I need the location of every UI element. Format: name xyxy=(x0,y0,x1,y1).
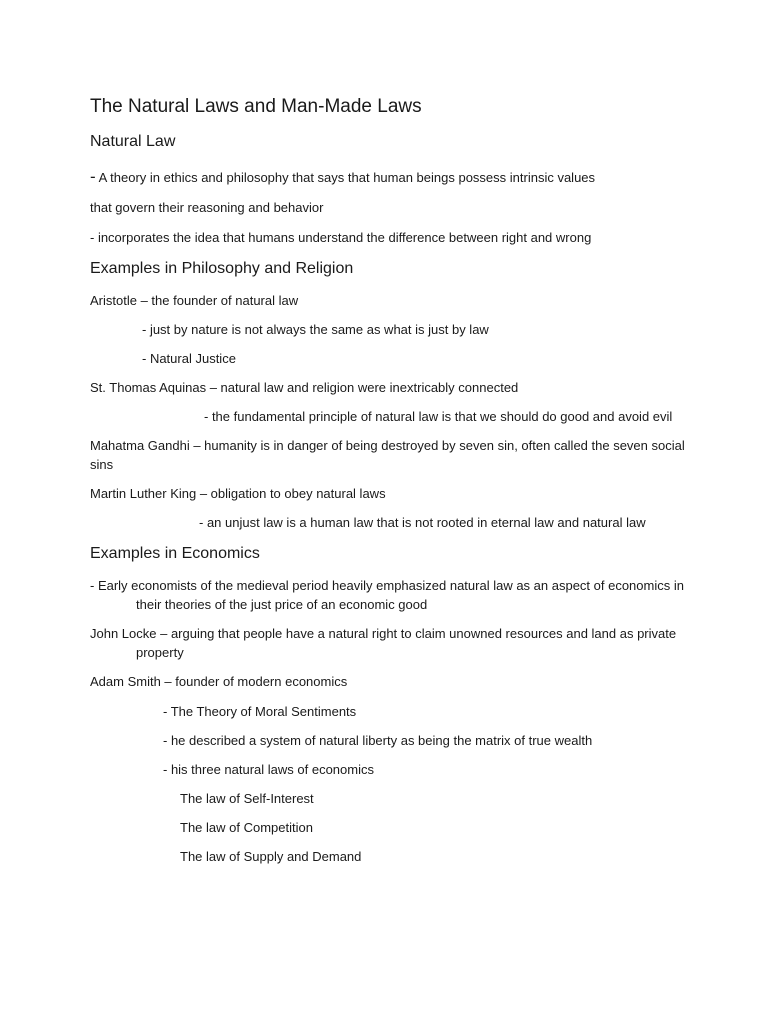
section-heading-natural-law: Natural Law xyxy=(90,133,176,150)
entry-gandhi: Mahatma Gandhi – humanity is in danger of being destroyed by seven sin, often called the seven social xyxy=(90,438,685,453)
entry-aquinas: St. Thomas Aquinas – natural law and religion were inextricably connected xyxy=(90,380,519,395)
aristotle-point-2: - Natural Justice xyxy=(142,351,236,366)
king-point-1: - an unjust law is a human law that is not rooted in eternal law and natural law xyxy=(199,515,646,530)
aquinas-point-1: - the fundamental principle of natural law is that we should do good and avoid evil xyxy=(204,409,673,424)
entry-aristotle: Aristotle – the founder of natural law xyxy=(90,293,299,308)
entry-locke: John Locke – arguing that people have a natural right to claim unowned resources and land as private xyxy=(90,626,677,641)
economic-law-item: The law of Supply and Demand xyxy=(180,849,362,864)
paragraph-natural-law-definition-cont: that govern their reasoning and behavior xyxy=(90,200,324,215)
economic-law-item: The law of Self-Interest xyxy=(180,791,314,806)
entry-king: Martin Luther King – obligation to obey natural laws xyxy=(90,486,386,501)
paragraph-natural-law-definition xyxy=(90,167,595,187)
document-title: The Natural Laws and Man-Made Laws xyxy=(90,96,422,117)
entry-medieval-economists: - Early economists of the medieval period heavily emphasized natural law as an aspect of economics in xyxy=(90,578,684,593)
aristotle-point-1: - just by nature is not always the same as what is just by law xyxy=(142,322,489,337)
economic-law-item: The law of Competition xyxy=(180,820,313,835)
section-heading-philosophy: Examples in Philosophy and Religion xyxy=(90,260,354,277)
entry-locke-cont: property xyxy=(136,645,184,660)
paragraph-natural-law-right-wrong: - incorporates the idea that humans understand the difference between right and wrong xyxy=(90,230,592,245)
smith-point-1: - The Theory of Moral Sentiments xyxy=(163,704,357,719)
smith-point-3: - his three natural laws of economics xyxy=(163,762,374,777)
entry-medieval-economists-cont: their theories of the just price of an economic good xyxy=(136,597,428,612)
definition-text: A theory in ethics and philosophy that says that human beings possess intrinsic values xyxy=(98,170,596,185)
dash-marker: - xyxy=(90,167,96,186)
smith-point-2: - he described a system of natural liberty as being the matrix of true wealth xyxy=(163,733,593,748)
entry-gandhi-cont: sins xyxy=(90,457,114,472)
entry-adam-smith: Adam Smith – founder of modern economics xyxy=(90,674,348,689)
section-heading-economics: Examples in Economics xyxy=(90,545,260,562)
